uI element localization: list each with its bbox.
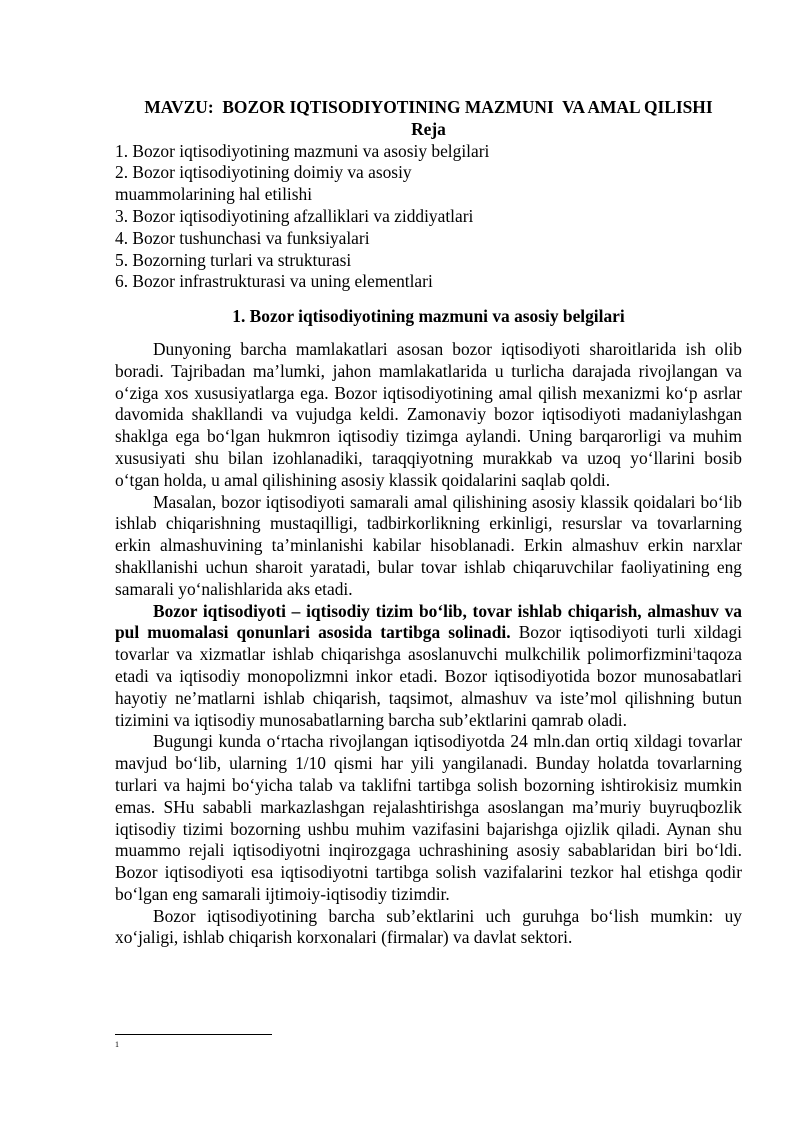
- plan-item: 3. Bozor iqtisodiyotining afzalliklari va ziddiyatlari: [115, 205, 474, 226]
- plan-item: 4. Bozor tushunchasi va funksiyalari: [115, 227, 370, 248]
- plan-item: muammolarining hal etilishi: [115, 184, 313, 205]
- plan-heading: Reja: [411, 118, 446, 139]
- definition-text: Bozor iqtisodiyoti – iqtisodiy tizim bo‘lib, tovar ishlab chiqarish, almashuv va pul muomalasi qonunlari asosida tartibga solinadi.: [115, 600, 742, 643]
- plan-item: 6. Bozor infrastrukturasi va uning elementlari: [115, 271, 433, 292]
- body-paragraph-1: Dunyoning barcha mamlakatlari asosan bozor iqtisodiyoti sharoitlarida ish olib boradi. Tajribadan ma’lumki, jahon mamlakatlarida u turlicha darajada rivojlangan va o‘ziga xos xususiyatlarga ega. Bozor iqtisodiyotining amal qilish mexanizmi ko‘p asrlar davomida shakllandi va vujudga keldi. Zamonaviy bozor iqtisodiyoti madaniylashgan shaklga ega bo‘lgan hukmron iqtisodiy tizimga aylandi. Uning barqarorligi va muhim xususiyati shu bilan izohlanadiki, taraqqiyotning murakkab va uzoq yo‘llarini bosib o‘tgan holda, u amal qilishining asosiy klassik qoidalarini saqlab qoldi.: [115, 338, 742, 490]
- body-paragraph-4: Bugungi kunda o‘rtacha rivojlangan iqtisodiyotda 24 mln.dan ortiq xildagi tovarlar mavjud bo‘lib, ularning 1/10 qismi har yili yangilanadi. Bunday holatda tovarlarning turlari va hajmi bo‘yicha talab va taklifni tartibga solish bozorning ishtirokisiz mumkin emas. SHu sababli markazlashgan rejalashtirishga asoslangan ma’muriy buyruqbozlik iqtisodiy tizimi bozorning ushbu muhim vazifasini bajarishga ojizlik qiladi. Aynan shu muammo rejali iqtisodiyotni inqirozgaga uchrashining asosiy sabablaridan biri bo‘ldi. Bozor iqtisodiyoti esa iqtisodiyotni tartibga solish vazifalarini tezkor hal etishga qodir bo‘lgan eng samarali ijtimoiy-iqtisodiy tizimdir.: [115, 731, 742, 904]
- plan-item: 1. Bozor iqtisodiyotining mazmuni va asosiy belgilari: [115, 140, 490, 161]
- plan-item: 2. Bozor iqtisodiyotining doimiy va asosiy: [115, 162, 412, 183]
- section-heading: 1. Bozor iqtisodiyotining mazmuni va asosiy belgilari: [232, 306, 625, 327]
- plan-item: 5. Bozorning turlari va strukturasi: [115, 249, 352, 270]
- footnote-separator: [115, 1034, 272, 1035]
- body-paragraph-2: Masalan, bozor iqtisodiyoti samarali amal qilishining asosiy klassik qoidalari bo‘lib ishlab chiqarishning mustaqilligi, tadbirkorlikning erkinligi, resurslar va tovarlarning erkin almashuvining ta’minlanishi kabilar hisoblanadi. Erkin almashuv erkin narxlar shakllanishi uchun sharoit yaratadi, bular tovar ishlab chiqaruvchilar faoliyatining eng samarali yo‘nalishlarida aks etadi.: [115, 491, 742, 599]
- paragraph-3-text-a: Bozor iqtisodiyoti turli xildagi tovarlar va xizmatlar ishlab chiqarishga asoslanuvchi mulkchilik polimorfizmini: [115, 622, 742, 665]
- plan-list: [115, 141, 742, 294]
- body-paragraph-5: Bozor iqtisodiyotining barcha sub’ektlarini uch guruhga bo‘lish mumkin: uy xo‘jaligi, ishlab chiqarish korxonalari (firmalar) va davlat sektori.: [115, 905, 742, 948]
- footnote-reference[interactable]: 1: [692, 646, 697, 656]
- document-page: [115, 97, 742, 949]
- document-title: [115, 97, 742, 119]
- document-title-text: MAVZU: BOZOR IQTISODIYOTINING MAZMUNI VA AMAL QILISHI: [144, 97, 713, 117]
- paragraph-3-text-b: taqoza etadi va iqtisodiy monopolizmni inkor etadi. Bozor iqtisodiyotida bozor munosabatlari hayotiy ne’matlarni ishlab chiqarish, taqsimot, almashuv va iste’mol qilishning butun tizimini va iqtisodiy munosabatlarning barcha sub’ektlarini qamrab oladi.: [115, 644, 742, 730]
- footnote-number: 1: [115, 1040, 119, 1049]
- body-paragraph-3: [115, 601, 742, 732]
